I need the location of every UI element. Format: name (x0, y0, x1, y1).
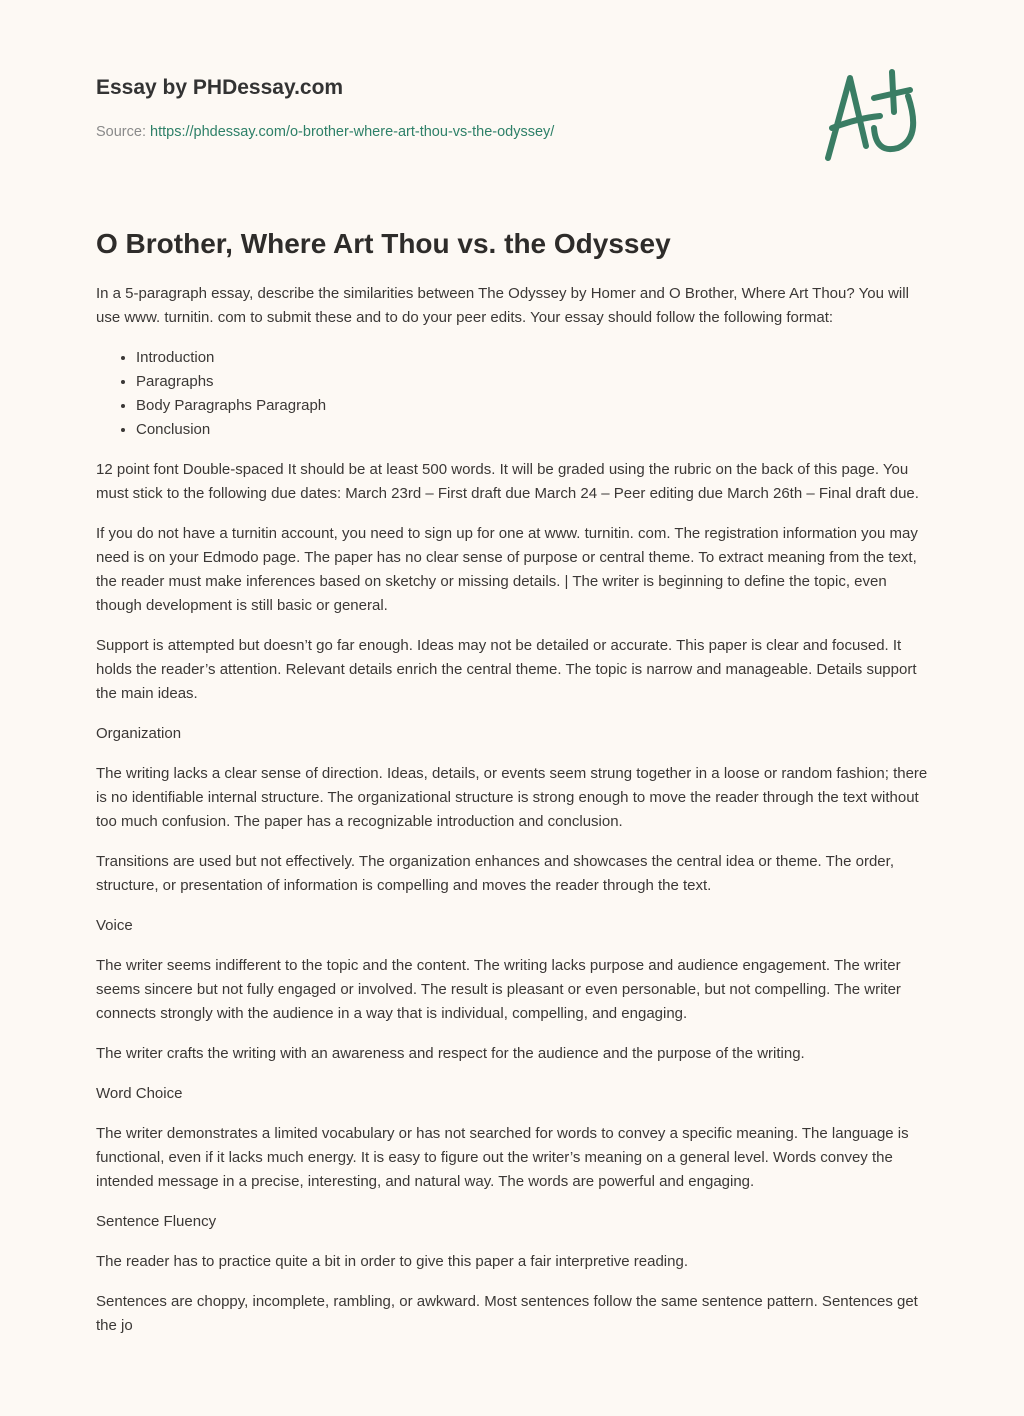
intro-paragraph: In a 5-paragraph essay, describe the similarities between The Odyssey by Homer and O Brother, Where Art Thou? You will use www. turnitin. com to submit these and to do your peer edits. Your essay should follow the following format: (96, 285, 909, 326)
section-heading-word-choice: Word Choice (96, 1085, 183, 1102)
list-item: • Introduction (136, 346, 928, 370)
source-link[interactable]: https://phdessay.com/o-brother-where-art-thou-vs-the-odyssey/ (150, 124, 555, 140)
paragraph: The writer crafts the writing with an awareness and respect for the audience and the purpose of the writing. (96, 1045, 805, 1062)
paragraph: Sentences are choppy, incomplete, rambling, or awkward. Most sentences follow the same sentence pattern. Sentences get the jo (96, 1293, 918, 1334)
page-header (0, 0, 1024, 180)
paragraph: The writer seems indifferent to the topic and the content. The writing lacks purpose and audience engagement. The writer seems sincere but not fully engaged or involved. The result is pleasant or even personable, but not compelling. The writer connects strongly with the audience in a way that is individual, compelling, and engaging. (96, 957, 901, 1022)
essay-title: O Brother, Where Art Thou vs. the Odyssey (96, 228, 671, 259)
format-list (96, 346, 928, 442)
paragraph: 12 point font Double-spaced It should be at least 500 words. It will be graded using the rubric on the back of this page. You must stick to the following due dates: March 23rd – First draft due March 24 – Peer editing due March 26th – Final draft due. (96, 461, 919, 502)
list-item: • Conclusion (136, 418, 928, 442)
paragraph: If you do not have a turnitin account, you need to sign up for one at www. turnitin. com. The registration information you may need is on your Edmodo page. The paper has no clear sense of purpose or central theme. To extract meaning from the text, the reader must make inferences based on sketchy or missing details. | The writer is beginning to define the topic, even though development is still basic or general. (96, 525, 918, 614)
source-label: Source: (96, 124, 146, 140)
section-heading-organization: Organization (96, 725, 182, 742)
a-plus-logo-icon (818, 66, 928, 166)
paragraph: Transitions are used but not effectively. The organization enhances and showcases the central idea or theme. The order, structure, or presentation of information is compelling and moves the reader through the text. (96, 853, 894, 894)
site-title: Essay by PHDessay.com (96, 76, 344, 99)
list-item: • Body Paragraphs Paragraph (136, 394, 928, 418)
paragraph: Support is attempted but doesn’t go far enough. Ideas may not be detailed or accurate. This paper is clear and focused. It holds the reader’s attention. Relevant details enrich the central theme. The topic is narrow and manageable. Details support the main ideas. (96, 637, 917, 702)
paragraph: The writing lacks a clear sense of direction. Ideas, details, or events seem strung together in a loose or random fashion; there is no identifiable internal structure. The organizational structure is strong enough to move the reader through the text without too much confusion. The paper has a recognizable introduction and conclusion. (96, 765, 928, 830)
paragraph: The reader has to practice quite a bit in order to give this paper a fair interpretive reading. (96, 1253, 688, 1270)
list-item: • Paragraphs (136, 370, 928, 394)
essay-content (96, 226, 928, 1354)
source-line (96, 124, 554, 140)
section-heading-sentence-fluency: Sentence Fluency (96, 1213, 217, 1230)
section-heading-voice: Voice (96, 917, 133, 934)
paragraph: The writer demonstrates a limited vocabulary or has not searched for words to convey a specific meaning. The language is functional, even if it lacks much energy. It is easy to figure out the writer’s meaning on a general level. Words convey the intended message in a precise, interesting, and natural way. The words are powerful and engaging. (96, 1125, 909, 1190)
